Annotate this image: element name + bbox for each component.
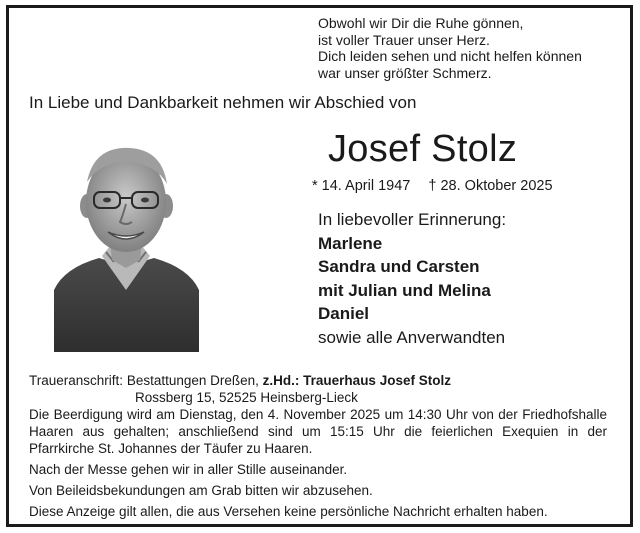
poem bbox=[318, 15, 618, 81]
funeral-details bbox=[29, 372, 607, 520]
poem-line: war unser größter Schmerz. bbox=[318, 64, 492, 81]
condolences-note: Von Beileidsbekundungen am Grab bitten wir abzusehen. bbox=[29, 483, 373, 498]
poem-line: ist voller Trauer unser Herz. bbox=[318, 31, 490, 48]
mourner-name: Daniel bbox=[318, 304, 370, 323]
birth-date: * 14. April 1947 bbox=[312, 178, 411, 194]
funeral-info: Die Beerdigung wird am Dienstag, den 4. November 2025 um 14:30 Uhr von der Friedhofshalle Haaren aus gehalten; anschließend sind um 15:15 Uhr die feierlichen Exequien in der Pfarrkirche St. Johannes der Täufer zu Haaren. bbox=[29, 407, 607, 456]
portrait-image bbox=[54, 140, 199, 352]
memory-heading: In liebevoller Erinnerung: bbox=[318, 210, 507, 229]
mourner-name: Marlene bbox=[318, 233, 383, 253]
address-company: Bestattungen Dreßen, bbox=[126, 373, 259, 388]
mourner-name: Sandra und Carsten bbox=[318, 257, 480, 276]
farewell-intro: In Liebe und Dankbarkeit nehmen wir Abschied von bbox=[29, 93, 417, 112]
address-label: Traueranschrift: bbox=[29, 373, 124, 388]
mourner-name: mit Julian und Melina bbox=[318, 280, 491, 300]
death-date: † 28. Oktober 2025 bbox=[428, 178, 553, 194]
poem-line: Dich leiden sehen und nicht helfen können bbox=[318, 48, 582, 64]
life-dates bbox=[312, 178, 567, 194]
notice-note: Diese Anzeige gilt allen, die aus Versehen keine persönliche Nachricht erhalten haben. bbox=[29, 504, 548, 519]
address-attention: z.Hd.: Trauerhaus Josef Stolz bbox=[262, 373, 451, 388]
address-line bbox=[29, 372, 607, 389]
after-mass-note: Nach der Messe gehen wir in aller Stille auseinander. bbox=[29, 462, 348, 477]
address-street: Rossberg 15, 52525 Heinsberg-Lieck bbox=[135, 390, 358, 405]
mourners-block bbox=[318, 208, 506, 349]
poem-line: Obwohl wir Dir die Ruhe gönnen, bbox=[318, 15, 524, 31]
memory-closing: sowie alle Anverwandten bbox=[318, 327, 506, 347]
deceased-name: Josef Stolz bbox=[328, 128, 518, 170]
portrait-photo bbox=[54, 140, 199, 352]
